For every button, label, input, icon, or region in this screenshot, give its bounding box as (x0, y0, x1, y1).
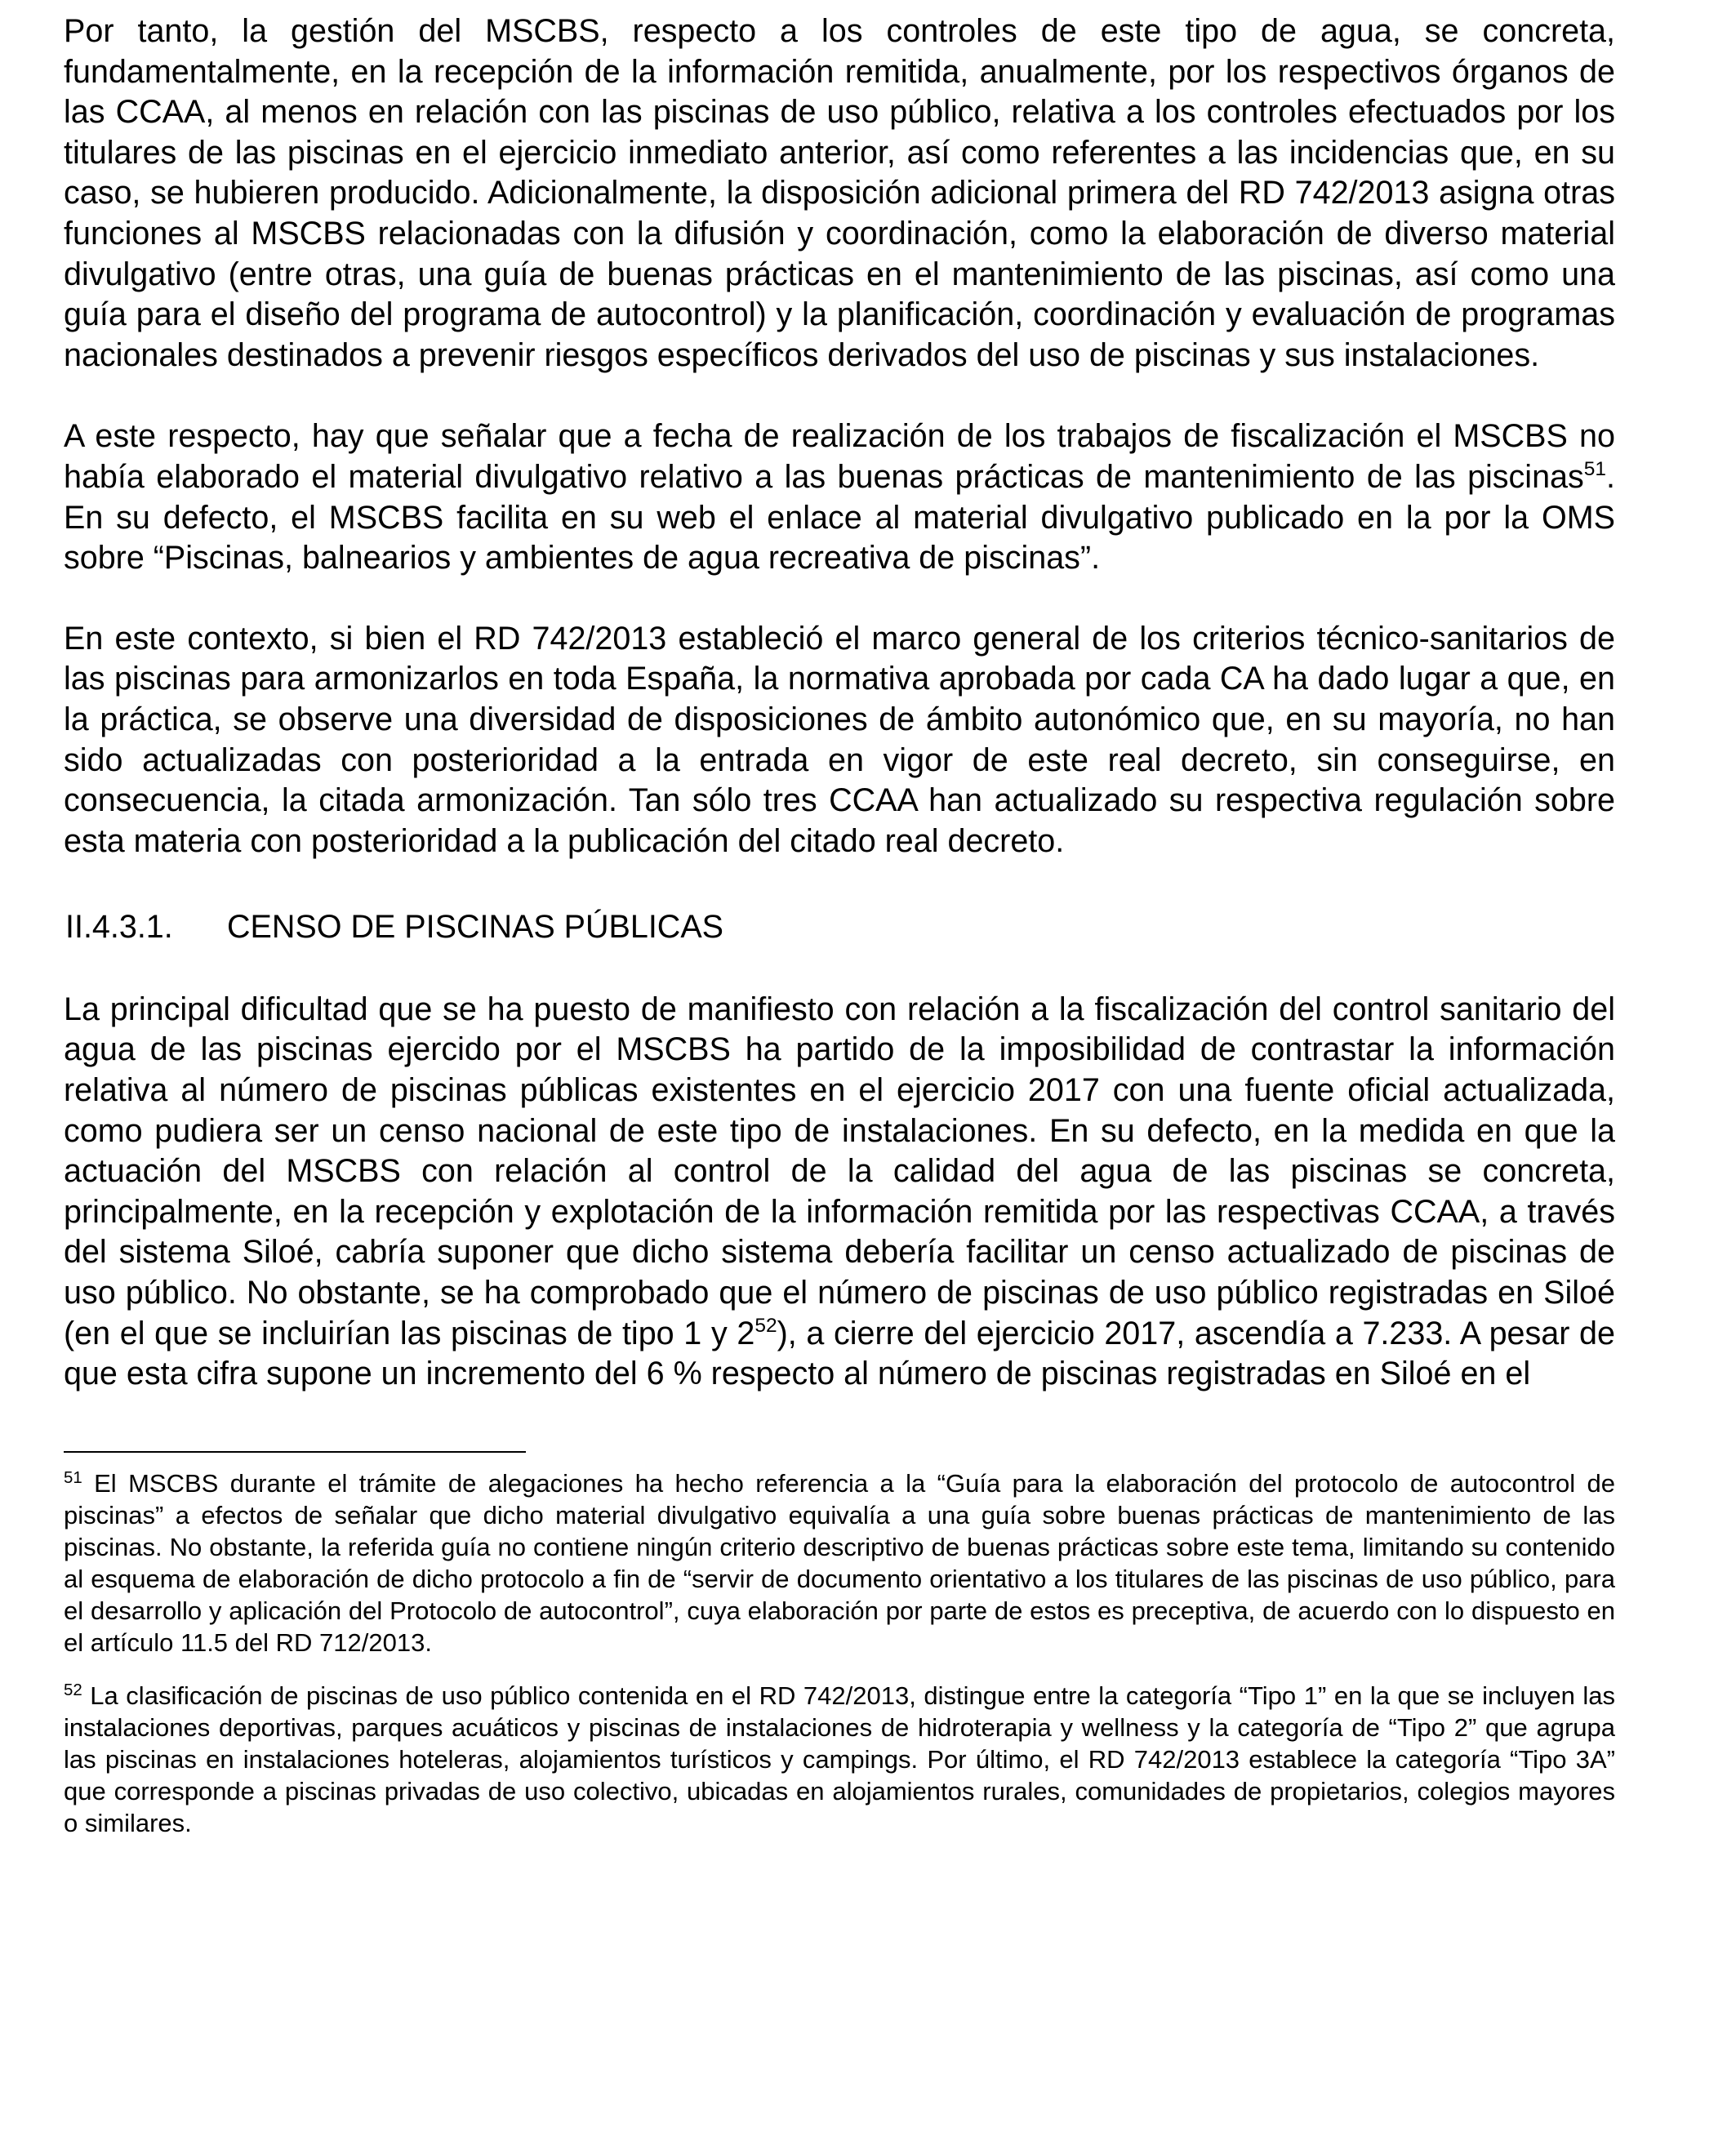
footnote-text: La clasificación de piscinas de uso público contenida en el RD 742/2013, distingue entre la categoría “Tipo 1” en la que se incluyen las instalaciones deportivas, parques acuáticos y piscinas de instalaciones de hidroterapia y wellness y la categoría de “Tipo 2” que agrupa las piscinas en instalaciones hoteleras, alojamientos turísticos y campings. Por último, el RD 742/2013 establece la categoría “Tipo 3A” que corresponde a piscinas privadas de uso colectivo, ubicadas en alojamientos rurales, comunidades de propietarios, colegios mayores o similares. (64, 1681, 1615, 1837)
document-page (64, 11, 1615, 1839)
paragraph-text: ), a cierre del ejercicio 2017, ascendía a 7.233. A pesar de que esta cifra supone un incremento del 6 % respecto al número de piscinas registradas en Siloé en el (64, 1315, 1615, 1392)
paragraph-gestion-mscbs: Por tanto, la gestión del MSCBS, respecto a los controles de este tipo de agua, se concreta, fundamentalmente, en la recepción de la información remitida, anualmente, por los respectivos órganos de las CCAA, al menos en relación con las piscinas de uso público, relativa a los controles efectuados por los titulares de las piscinas en el ejercicio inmediato anterior, así como referentes a las incidencias que, en su caso, se hubieren producido. Adicionalmente, la disposición adicional primera del RD 742/2013 asigna otras funciones al MSCBS relacionadas con la difusión y coordinación, como la elaboración de diverso material divulgativo (entre otras, una guía de buenas prácticas en el mantenimiento de las piscinas, así como una guía para el diseño del programa de autocontrol) y la planificación, coordinación y evaluación de programas nacionales destinados a prevenir riesgos específicos derivados del uso de piscinas y sus instalaciones. (64, 13, 1615, 373)
section-title: CENSO DE PISCINAS PÚBLICAS (227, 909, 724, 946)
footnote-separator (64, 1451, 526, 1453)
footnote-51 (64, 1467, 1615, 1659)
paragraph-armonizacion: En este contexto, si bien el RD 742/2013 estableció el marco general de los criterios técnico-sanitarios de las piscinas para armonizarlos en toda España, la normativa aprobada por cada CA ha dado lugar a que, en la práctica, se observe una diversidad de disposiciones de ámbito autonómico que, en su mayoría, no han sido actualizadas con posterioridad a la entrada en vigor de este real decreto, sin conseguirse, en consecuencia, la citada armonización. Tan sólo tres CCAA han actualizado su respectiva regulación sobre esta materia con posterioridad a la publicación del citado real decreto. (64, 620, 1615, 859)
section-number: II.4.3.1. (65, 909, 173, 946)
footnote-ref-52[interactable]: 52 (754, 1314, 777, 1337)
section-heading (65, 907, 1615, 948)
paragraph-text: . En su defecto, el MSCBS facilita en su web el enlace al material divulgativo publicado en la por la OMS sobre “Piscinas, balnearios y ambientes de agua recreativa de piscinas”. (64, 458, 1615, 577)
footnote-number: 51 (64, 1467, 82, 1487)
paragraph-censo-piscinas (64, 990, 1615, 1395)
footnote-52 (64, 1680, 1615, 1839)
footnote-text: El MSCBS durante el trámite de alegaciones ha hecho referencia a la “Guía para la elaboración del protocolo de autocontrol de piscinas” a efectos de señalar que dicho material divulgativo equivalía a una guía sobre buenas prácticas de mantenimiento de las piscinas. No obstante, la referida guía no contiene ningún criterio descriptivo de buenas prácticas sobre este tema, limitando su contenido al esquema de elaboración de dicho protocolo a fin de “servir de documento orientativo a los titulares de las piscinas de uso público, para el desarrollo y aplicación del Protocolo de autocontrol”, cuya elaboración por parte de estos es preceptiva, de acuerdo con lo dispuesto en el artículo 11.5 del RD 712/2013. (64, 1468, 1615, 1657)
footnote-number: 52 (64, 1680, 82, 1699)
paragraph-text: La principal dificultad que se ha puesto de manifiesto con relación a la fiscalización del control sanitario del agua de las piscinas ejercido por el MSCBS ha partido de la imposibilidad de contrastar la información relativa al número de piscinas públicas existentes en el ejercicio 2017 con una fuente oficial actualizada, como pudiera ser un censo nacional de este tipo de instalaciones. En su defecto, en la medida en que la actuación del MSCBS con relación al control de la calidad del agua de las piscinas se concreta, principalmente, en la recepción y explotación de la información remitida por las respectivas CCAA, a través del sistema Siloé, cabría suponer que dicho sistema debería facilitar un censo actualizado de piscinas de uso público. No obstante, se ha comprobado que el número de piscinas de uso público registradas en Siloé (en el que se incluirían las piscinas de tipo 1 y 2 (64, 991, 1615, 1351)
paragraph-material-divulgativo (64, 416, 1615, 578)
footnote-ref-51[interactable]: 51 (1583, 457, 1607, 480)
paragraph-text: A este respecto, hay que señalar que a fecha de realización de los trabajos de fiscalización el MSCBS no había elaborado el material divulgativo relativo a las buenas prácticas de mantenimiento de las piscinas (64, 418, 1615, 495)
